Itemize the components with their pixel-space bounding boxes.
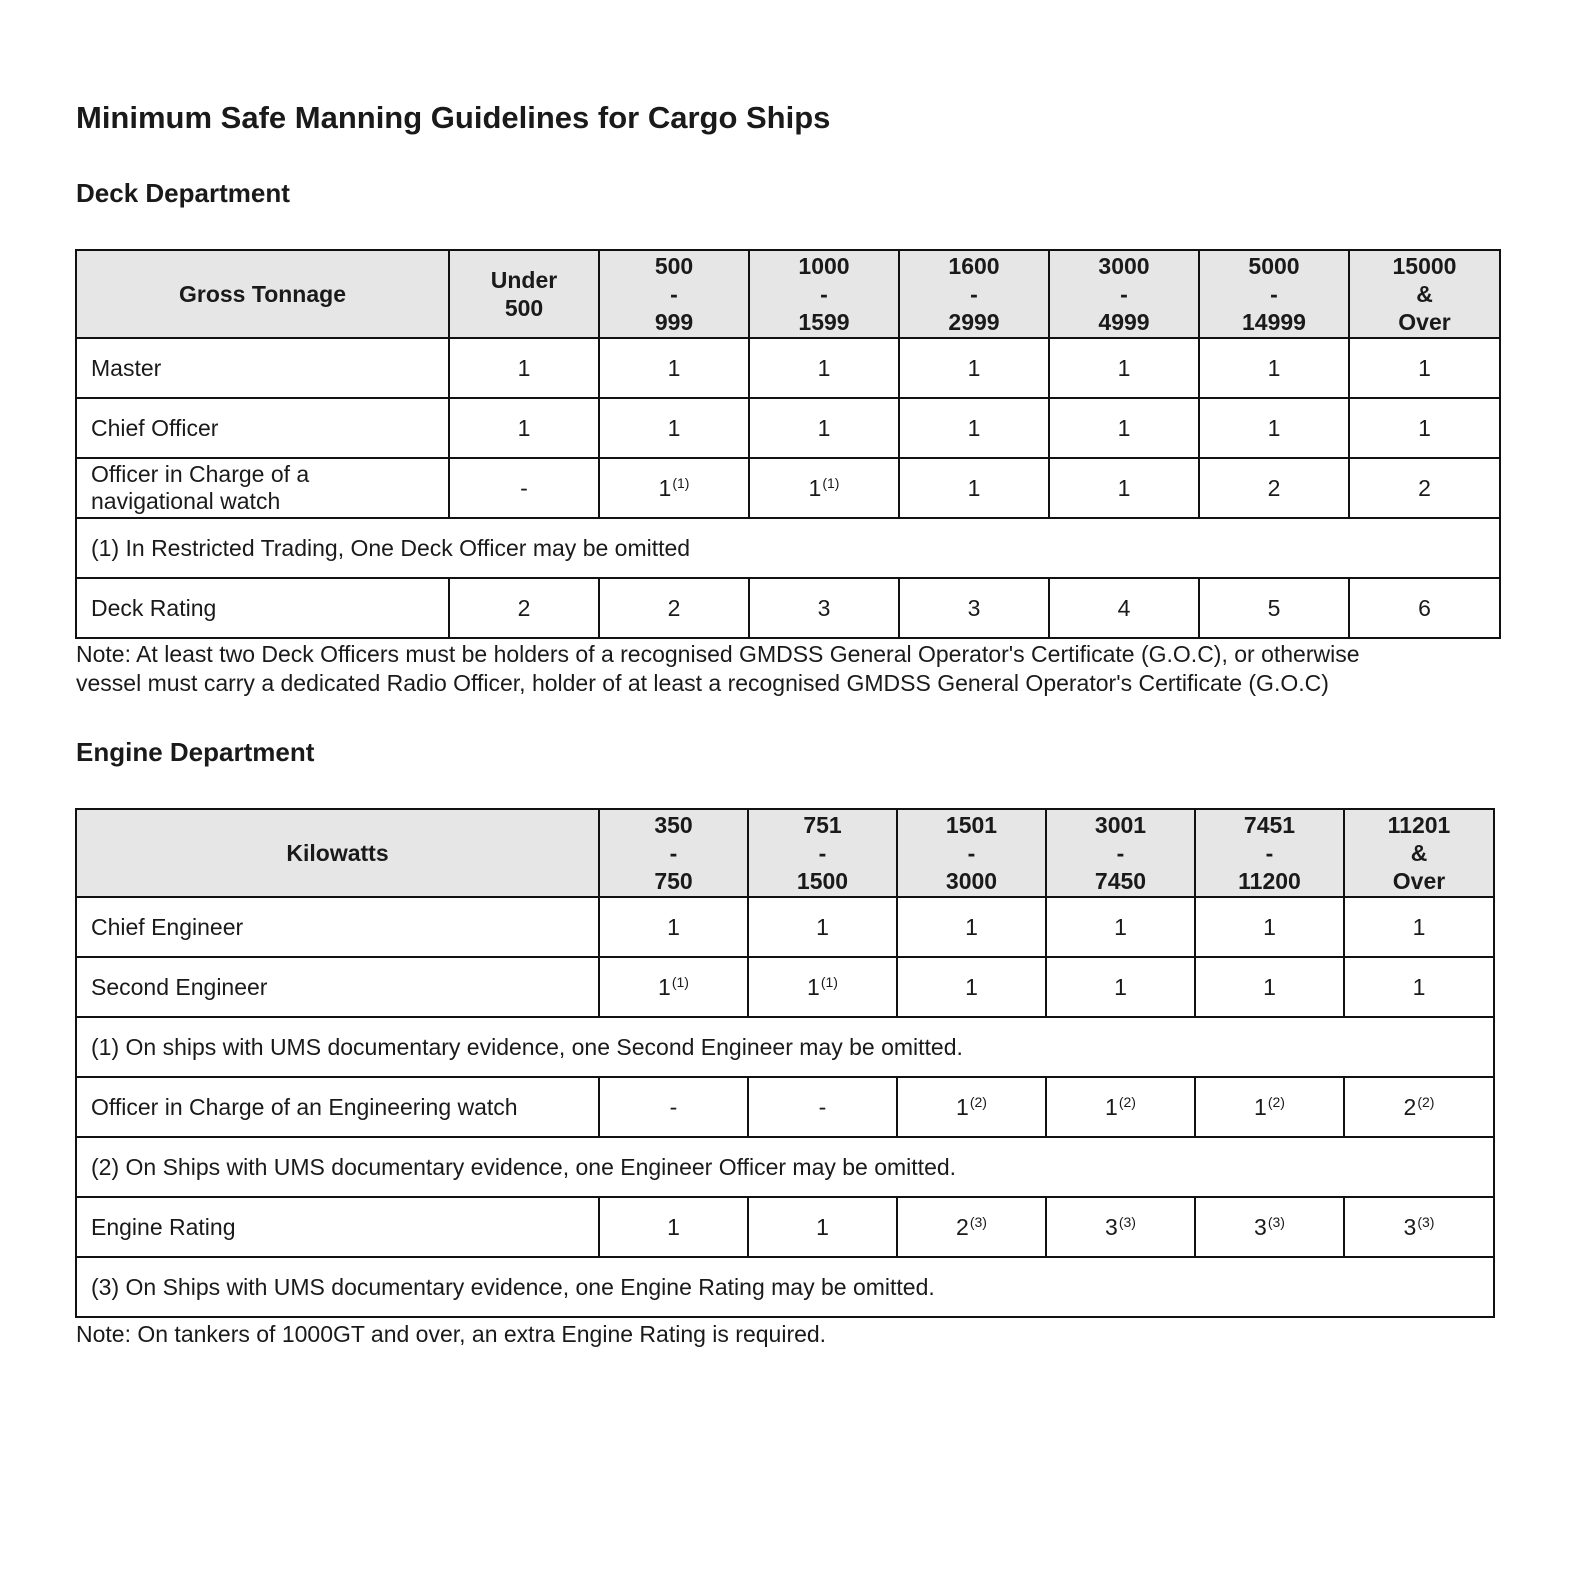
table-cell bbox=[1349, 578, 1500, 638]
table-cell bbox=[449, 578, 599, 638]
header-line: Over bbox=[1392, 868, 1446, 894]
page-title: Minimum Safe Manning Guidelines for Cargo Ships bbox=[76, 100, 831, 135]
table-cell bbox=[748, 897, 897, 957]
table-cell bbox=[748, 1077, 897, 1137]
header-line: - bbox=[967, 840, 976, 866]
cell-value: 1 bbox=[817, 414, 831, 441]
cell-value: 1 bbox=[1418, 414, 1431, 441]
footnote-ref: (1) bbox=[822, 474, 840, 491]
footnote-ref: (2) bbox=[969, 1093, 987, 1110]
cell-value: 2 bbox=[667, 594, 681, 621]
footnote-ref: (2) bbox=[1417, 1093, 1435, 1110]
cell-value: - bbox=[520, 474, 528, 501]
header-line: 2999 bbox=[948, 309, 1000, 335]
table-cell bbox=[1199, 338, 1349, 398]
table-cell bbox=[1046, 957, 1195, 1017]
table-cell bbox=[599, 458, 749, 518]
row-label: Master bbox=[76, 338, 449, 398]
row-label: Officer in Charge of an Engineering watch bbox=[76, 1077, 599, 1137]
table-cell bbox=[899, 338, 1049, 398]
footnote-ref: (1) bbox=[820, 973, 838, 990]
header-line: 1500 bbox=[796, 868, 849, 894]
table-row-chief-officer bbox=[76, 398, 1500, 458]
cell-value: 1 bbox=[1105, 1093, 1118, 1120]
table-cell bbox=[1049, 338, 1199, 398]
header-line: 3000 bbox=[1098, 253, 1150, 279]
row-label: Deck Rating bbox=[76, 578, 449, 638]
table-cell bbox=[1349, 338, 1500, 398]
cell-value: 1 bbox=[1114, 913, 1127, 940]
footnote-text: (1) In Restricted Trading, One Deck Officer may be omitted bbox=[76, 518, 1500, 578]
footnote-ref: (2) bbox=[1267, 1093, 1285, 1110]
footnote-text: (3) On Ships with UMS documentary evidence, one Engine Rating may be omitted. bbox=[76, 1257, 1494, 1317]
table-row-chief-engineer bbox=[76, 897, 1494, 957]
table-row-second-engineer bbox=[76, 957, 1494, 1017]
table-cell bbox=[449, 458, 599, 518]
cell-value: 1 bbox=[1114, 973, 1127, 1000]
engine-manning-table bbox=[75, 808, 1495, 1318]
header-line: Over bbox=[1398, 309, 1451, 335]
table-cell bbox=[1049, 578, 1199, 638]
header-column bbox=[1199, 250, 1349, 338]
table-cell bbox=[1199, 578, 1349, 638]
table-cell bbox=[897, 897, 1046, 957]
cell-value: 1 bbox=[658, 973, 671, 1000]
cell-value: - bbox=[818, 1093, 827, 1120]
header-line: 999 bbox=[654, 309, 694, 335]
row-label: Chief Officer bbox=[76, 398, 449, 458]
header-line: 500 bbox=[504, 295, 544, 321]
header-line: - bbox=[818, 840, 827, 866]
table-cell bbox=[599, 1077, 748, 1137]
header-line: & bbox=[1416, 281, 1433, 307]
cell-value: 1 bbox=[967, 354, 981, 381]
table-row-master bbox=[76, 338, 1500, 398]
table-cell bbox=[897, 957, 1046, 1017]
cell-value: 1 bbox=[667, 1213, 680, 1240]
table-cell bbox=[897, 1077, 1046, 1137]
header-line: 751 bbox=[803, 812, 842, 838]
cell-value: 1 bbox=[1254, 1093, 1267, 1120]
header-line: 7450 bbox=[1094, 868, 1147, 894]
table-cell bbox=[749, 458, 899, 518]
footnote-text: (1) On ships with UMS documentary evidence, one Second Engineer may be omitted. bbox=[76, 1017, 1494, 1077]
table-cell bbox=[899, 398, 1049, 458]
row-label: Engine Rating bbox=[76, 1197, 599, 1257]
row-label: Chief Engineer bbox=[76, 897, 599, 957]
table-cell bbox=[449, 398, 599, 458]
cell-value: 1 bbox=[517, 354, 531, 381]
table-cell bbox=[748, 957, 897, 1017]
table-cell bbox=[1046, 1197, 1195, 1257]
table-cell bbox=[1344, 957, 1494, 1017]
table-cell bbox=[599, 398, 749, 458]
table-cell bbox=[1349, 398, 1500, 458]
table-cell bbox=[1046, 1077, 1195, 1137]
header-column bbox=[599, 809, 748, 897]
cell-value: 1 bbox=[967, 474, 981, 501]
header-line: 14999 bbox=[1242, 309, 1306, 335]
header-line: - bbox=[1270, 281, 1278, 307]
table-cell bbox=[1049, 458, 1199, 518]
header-line: 7451 bbox=[1243, 812, 1296, 838]
row-label bbox=[76, 458, 449, 518]
cell-value: 2 bbox=[956, 1213, 969, 1240]
header-line: 350 bbox=[654, 812, 693, 838]
footnote-ref: (3) bbox=[969, 1213, 987, 1230]
table-row-officer-engineering-watch bbox=[76, 1077, 1494, 1137]
header-column bbox=[1049, 250, 1199, 338]
table-cell bbox=[1046, 897, 1195, 957]
table-row-officer-navigational-watch bbox=[76, 458, 1500, 518]
table-footnote-row bbox=[76, 518, 1500, 578]
cell-value: 2 bbox=[1267, 474, 1281, 501]
table-cell bbox=[1349, 458, 1500, 518]
table-cell bbox=[1344, 1197, 1494, 1257]
note-line: vessel must carry a dedicated Radio Officer, holder of at least a recognised GMDSS General Operator's Certificate (G.O.C) bbox=[76, 670, 1329, 696]
header-column bbox=[1349, 250, 1500, 338]
deck-note bbox=[76, 640, 1516, 698]
cell-value: 1 bbox=[1263, 913, 1276, 940]
table-cell bbox=[749, 398, 899, 458]
header-line: 3000 bbox=[945, 868, 998, 894]
cell-value: 1 bbox=[967, 414, 981, 441]
cell-value: 2 bbox=[1403, 1093, 1417, 1120]
header-line: - bbox=[669, 840, 678, 866]
cell-value: 1 bbox=[1412, 913, 1426, 940]
table-cell bbox=[899, 458, 1049, 518]
header-column bbox=[748, 809, 897, 897]
cell-value: - bbox=[669, 1093, 678, 1120]
header-line: - bbox=[670, 281, 678, 307]
table-cell bbox=[449, 338, 599, 398]
table-footnote-row bbox=[76, 1017, 1494, 1077]
table-cell bbox=[1199, 458, 1349, 518]
table-row-deck-rating bbox=[76, 578, 1500, 638]
cell-value: 1 bbox=[816, 1213, 829, 1240]
cell-value: 1 bbox=[658, 474, 672, 501]
table-cell bbox=[599, 578, 749, 638]
cell-value: 4 bbox=[1117, 594, 1131, 621]
cell-value: 1 bbox=[1267, 354, 1281, 381]
header-column bbox=[599, 250, 749, 338]
header-line: - bbox=[820, 281, 828, 307]
cell-value: 1 bbox=[956, 1093, 969, 1120]
header-line: 3001 bbox=[1094, 812, 1147, 838]
header-line: 500 bbox=[654, 253, 694, 279]
cell-value: 1 bbox=[1418, 354, 1431, 381]
cell-value: 3 bbox=[1254, 1213, 1267, 1240]
cell-value: 1 bbox=[667, 354, 681, 381]
table-cell bbox=[599, 1197, 748, 1257]
table-header-row bbox=[76, 250, 1500, 338]
table-cell bbox=[599, 957, 748, 1017]
cell-value: 1 bbox=[1267, 414, 1281, 441]
footnote-ref: (3) bbox=[1118, 1213, 1136, 1230]
table-cell bbox=[1344, 1077, 1494, 1137]
table-cell bbox=[1195, 957, 1344, 1017]
table-cell bbox=[1199, 398, 1349, 458]
deck-manning-table bbox=[75, 249, 1501, 639]
deck-section-title: Deck Department bbox=[76, 178, 290, 208]
header-line: 11200 bbox=[1238, 868, 1301, 894]
cell-value: 2 bbox=[517, 594, 531, 621]
table-cell bbox=[1195, 1197, 1344, 1257]
footnote-ref: (3) bbox=[1417, 1213, 1435, 1230]
header-line: - bbox=[970, 281, 978, 307]
table-cell bbox=[1344, 897, 1494, 957]
table-cell bbox=[599, 897, 748, 957]
footnote-text: (2) On Ships with UMS documentary evidence, one Engineer Officer may be omitted. bbox=[76, 1137, 1494, 1197]
row-label-line: navigational watch bbox=[91, 488, 281, 514]
header-column bbox=[749, 250, 899, 338]
cell-value: 1 bbox=[1117, 354, 1131, 381]
footnote-ref: (2) bbox=[1118, 1093, 1136, 1110]
cell-value: 1 bbox=[816, 913, 829, 940]
header-column bbox=[1195, 809, 1344, 897]
header-line: 1600 bbox=[948, 253, 1000, 279]
header-line: & bbox=[1410, 840, 1428, 866]
cell-value: 1 bbox=[1117, 414, 1131, 441]
header-line: 1599 bbox=[798, 309, 850, 335]
note-line: Note: At least two Deck Officers must be holders of a recognised GMDSS General Operator's Certificate (G.O.C), or otherwise bbox=[76, 641, 1360, 667]
header-line: - bbox=[1116, 840, 1125, 866]
table-footnote-row bbox=[76, 1257, 1494, 1317]
table-footnote-row bbox=[76, 1137, 1494, 1197]
header-column bbox=[899, 250, 1049, 338]
header-line: Under bbox=[490, 267, 558, 293]
table-cell bbox=[899, 578, 1049, 638]
header-column bbox=[1046, 809, 1195, 897]
table-cell bbox=[748, 1197, 897, 1257]
cell-value: 1 bbox=[667, 414, 681, 441]
header-column bbox=[897, 809, 1046, 897]
cell-value: 1 bbox=[517, 414, 531, 441]
cell-value: 1 bbox=[965, 973, 978, 1000]
header-gross-tonnage: Gross Tonnage bbox=[76, 250, 449, 338]
table-cell bbox=[749, 338, 899, 398]
cell-value: 3 bbox=[1403, 1213, 1417, 1240]
cell-value: 1 bbox=[1263, 973, 1276, 1000]
cell-value: 1 bbox=[965, 913, 978, 940]
cell-value: 3 bbox=[1105, 1213, 1118, 1240]
table-cell bbox=[897, 1197, 1046, 1257]
header-line: 1000 bbox=[798, 253, 850, 279]
header-column bbox=[449, 250, 599, 338]
header-line: 11201 bbox=[1387, 812, 1451, 838]
engine-note: Note: On tankers of 1000GT and over, an extra Engine Rating is required. bbox=[76, 1321, 827, 1347]
cell-value: 1 bbox=[1412, 973, 1426, 1000]
table-cell bbox=[1049, 398, 1199, 458]
header-line: - bbox=[1120, 281, 1128, 307]
header-kilowatts: Kilowatts bbox=[76, 809, 599, 897]
table-cell bbox=[1195, 897, 1344, 957]
table-header-row bbox=[76, 809, 1494, 897]
header-line: 4999 bbox=[1098, 309, 1150, 335]
table-cell bbox=[599, 338, 749, 398]
cell-value: 1 bbox=[817, 354, 831, 381]
table-row-engine-rating bbox=[76, 1197, 1494, 1257]
cell-value: 3 bbox=[817, 594, 831, 621]
row-label-line: Officer in Charge of a bbox=[91, 461, 310, 487]
header-line: - bbox=[1265, 840, 1274, 866]
header-line: 5000 bbox=[1248, 253, 1300, 279]
cell-value: 1 bbox=[1117, 474, 1131, 501]
footnote-ref: (1) bbox=[671, 973, 689, 990]
header-line: 750 bbox=[654, 868, 693, 894]
cell-value: 1 bbox=[667, 913, 680, 940]
cell-value: 1 bbox=[807, 973, 820, 1000]
cell-value: 2 bbox=[1418, 474, 1431, 501]
footnote-ref: (3) bbox=[1267, 1213, 1285, 1230]
header-column bbox=[1344, 809, 1494, 897]
engine-section-title: Engine Department bbox=[76, 737, 315, 767]
footnote-ref: (1) bbox=[672, 474, 690, 491]
cell-value: 6 bbox=[1418, 594, 1431, 621]
table-cell bbox=[1195, 1077, 1344, 1137]
row-label: Second Engineer bbox=[76, 957, 599, 1017]
header-line: 1501 bbox=[945, 812, 998, 838]
header-line: 15000 bbox=[1392, 253, 1457, 279]
cell-value: 3 bbox=[967, 594, 981, 621]
cell-value: 1 bbox=[808, 474, 822, 501]
table-cell bbox=[749, 578, 899, 638]
cell-value: 5 bbox=[1267, 594, 1281, 621]
